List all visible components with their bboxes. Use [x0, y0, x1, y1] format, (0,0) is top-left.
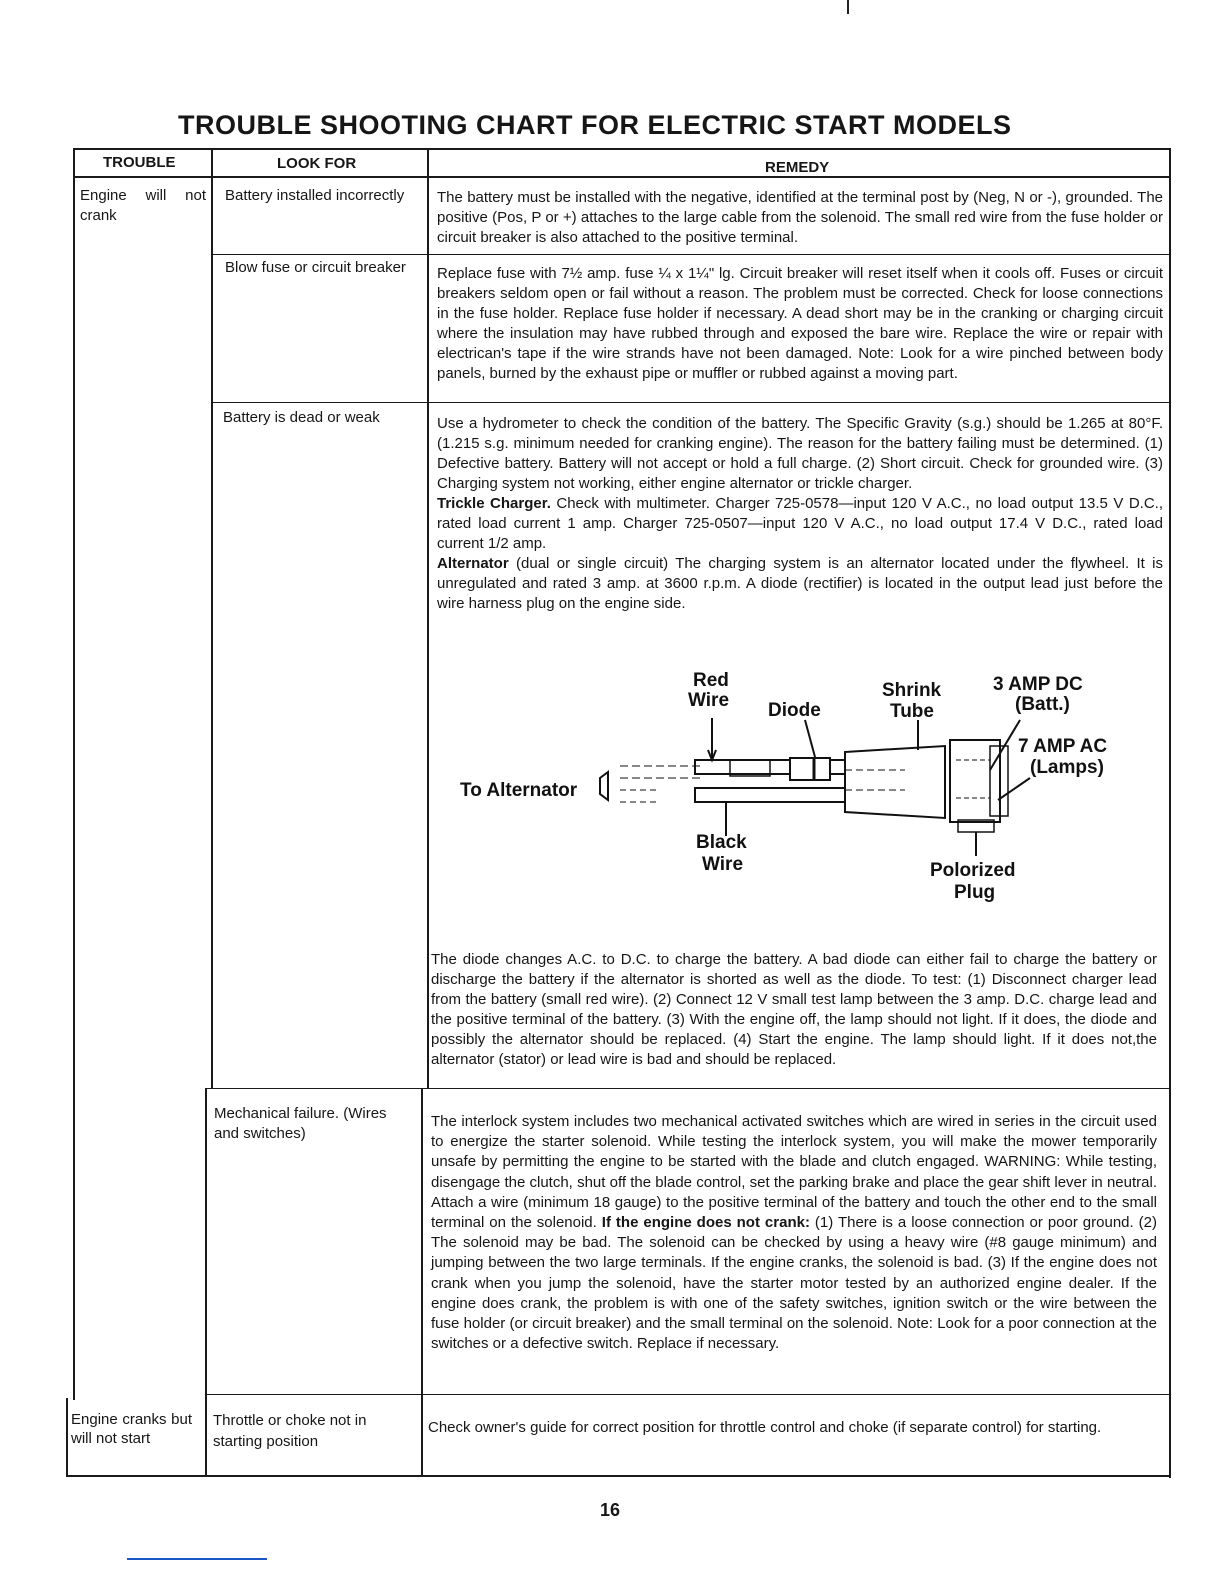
table-line [73, 148, 75, 1400]
remedy-diode-test: The diode changes A.C. to D.C. to charge the battery. A bad diode can either fail to charge the battery or discharge the battery if the alternator is shorted as well as the diode. To test: (1) Disconnect charger lead from the battery (small red wire). (2) Connect 12 V small test lamp between the 3 amp. D.C. charge lead and the positive terminal of the battery. (3) With the engine off, the lamp should not light. If it does, the diode and possibly the alternator should be replaced. (4) Start the engine. The lamp should light. If it does not,the alternator (stator) or lead wire is bad and should be replaced. [431, 951, 1157, 1068]
look-for-mechanical-failure [214, 1104, 410, 1144]
look-for-throttle-choke: Throttle or choke not in starting position [213, 1412, 367, 1450]
table-line [206, 1088, 1170, 1089]
alternator-paragraph [437, 554, 1163, 614]
look-for-mechanical-failure-text: Mechanical failure. (Wires and switches) [214, 1105, 387, 1142]
remedy-battery-dead [437, 414, 1163, 614]
label-tube: Tube [890, 701, 934, 722]
table-line [1169, 148, 1171, 1478]
table-line [211, 148, 213, 1088]
remedy-interlock-bold: If the engine does not crank: [601, 1214, 810, 1232]
alternator-text: (dual or single circuit) The charging system is an alternator located under the flywheel. It is unregulated and rated 3 amp. at 3600 r.p.m. A diode (rectifier) is located in the output lead just before the wire harness plug on the engine side. [437, 555, 1163, 612]
label-shrink: Shrink [882, 680, 942, 701]
page-title: TROUBLE SHOOTING CHART FOR ELECTRIC START MODELS [178, 110, 1012, 140]
trickle-charger-label: Trickle Charger. [437, 495, 551, 512]
look-for-battery-installed: Battery installed incorrectly [225, 187, 405, 204]
label-black: Black [696, 832, 747, 853]
remedy-blow-fuse: Replace fuse with 7½ amp. fuse ¼ x 1¼" lg. Circuit breaker will reset itself when it cools off. Fuses or circuit breakers seldom open or fail without a reason. The problem must be corrected. Check for loose connections in the fuse holder. Replace fuse holder if necessary. A dead short may be in the cranking or charging circuit where the insulation may have rubbed through and exposed the bare wire. Replace the wire or repair with electrican's tape if the wire strands have not been damaged. Note: Look for a wire pinched between body panels, burned by the exhaust pipe or muffler or rubbed against a moving part. [437, 265, 1163, 382]
table-line [427, 148, 429, 1088]
trouble-engine-cranks: Engine cranks but will not start [71, 1411, 192, 1447]
table-line [421, 1088, 423, 1476]
table-line [73, 176, 1171, 178]
header-remedy: REMEDY [765, 159, 830, 176]
label-black-wire: Wire [702, 854, 744, 875]
trouble-engine-will-not-crank: Engine will not crank [80, 187, 206, 224]
remedy-interlock-text [431, 1112, 1157, 1354]
table-line [212, 254, 1170, 255]
label-3amp-dc: 3 AMP DC [993, 674, 1083, 695]
table-line [205, 1088, 207, 1476]
look-for-blow-fuse: Blow fuse or circuit breaker [225, 259, 406, 276]
scan-mark [847, 0, 849, 14]
page-number: 16 [600, 1500, 621, 1520]
diode-shape [790, 758, 830, 780]
label-plug: Plug [954, 882, 996, 903]
alternator-connector-shape [600, 772, 608, 800]
remedy-interlock [431, 1112, 1157, 1354]
label-7amp-ac: 7 AMP AC [1018, 736, 1108, 757]
label-red-wire: Red [693, 670, 729, 691]
label-red-wire-2: Wire [688, 690, 730, 711]
remedy-interlock-part-b: (1) There is a loose connection or poor ground. (2) The solenoid may be bad. The solenoid can be checked by using a heavy wire (#8 gauge minimum) and jumping between the two large terminals. If the engine cranks, the solenoid is bad. (3) If the engine does not crank when you jump the solenoid, have the starter motor tested by an authorized engine dealer. If the engine does crank, the problem is with one of the safety switches, ignition switch or the wire between the fuse holder (or circuit breaker) and the small terminal on the solenoid. Note: Look for a poor connection at the switches or a defective switch. Replace if necessary. [431, 1214, 1157, 1353]
polarized-plug-shape [950, 740, 1000, 822]
table-line [66, 1398, 68, 1476]
remedy-battery-installed: The battery must be installed with the negative, identified at the terminal post by (Neg, N or -), grounded. The positive (Pos, P or +) attaches to the large cable from the solenoid. The small red wire from the fuse holder or circuit breaker is also attached to the positive terminal. [437, 189, 1163, 246]
trickle-charger-paragraph [437, 494, 1163, 554]
table-line [73, 148, 1171, 150]
footer-line [127, 1558, 267, 1560]
remedy-interlock-part-a: The interlock system includes two mechanical activated switches which are wired in series in the circuit used to energize the starter solenoid. While testing the interlock system, you will make the mower temporarily unsafe by permitting the engine to be started with the blade and clutch engaged. WARNING: While testing, disengage the clutch, shut off the blade control, set the parking brake and place the gear shift lever in neutral. Attach a wire (minimum 18 gauge) to the positive terminal of the battery and touch the other end to the small terminal on the solenoid. [431, 1113, 1157, 1232]
header-look-for: LOOK FOR [277, 155, 357, 172]
remedy-throttle-choke: Check owner's guide for correct position for throttle control and choke (if separate control) for starting. [428, 1419, 1102, 1436]
table-line [66, 1475, 1171, 1477]
label-lamps: (Lamps) [1030, 757, 1104, 778]
label-batt: (Batt.) [1015, 694, 1070, 715]
table-line [212, 402, 1170, 403]
label-diode: Diode [768, 700, 821, 721]
diode-wiring-diagram [430, 660, 1160, 910]
remedy-battery-dead-text: Use a hydrometer to check the condition of the battery. The Specific Gravity (s.g.) should be 1.265 at 80°F. (1.215 s.g. minimum needed for cranking engine). The reason for the battery failing must be determined. (1) Defective battery. Battery will not accept or hold a full charge. (2) Short circuit. Check for grounded wire. (3) Charging system not working, either engine alternator or trickle charger. [437, 415, 1163, 492]
look-for-battery-dead: Battery is dead or weak [223, 409, 380, 426]
label-polorized: Polorized [930, 860, 1016, 881]
label-to-alternator: To Alternator [460, 780, 578, 801]
table-line [206, 1394, 1170, 1395]
trickle-charger-text: Check with multimeter. Charger 725-0578—input 120 V A.C., no load output 13.5 V D.C., rated load current 1 amp. Charger 725-0507—input 120 V A.C., no load output 17.4 V D.C., rated load current 1/2 amp. [437, 495, 1163, 552]
header-trouble: TROUBLE [103, 154, 176, 171]
shrink-tube-shape [845, 746, 945, 818]
alternator-label: Alternator [437, 555, 509, 572]
